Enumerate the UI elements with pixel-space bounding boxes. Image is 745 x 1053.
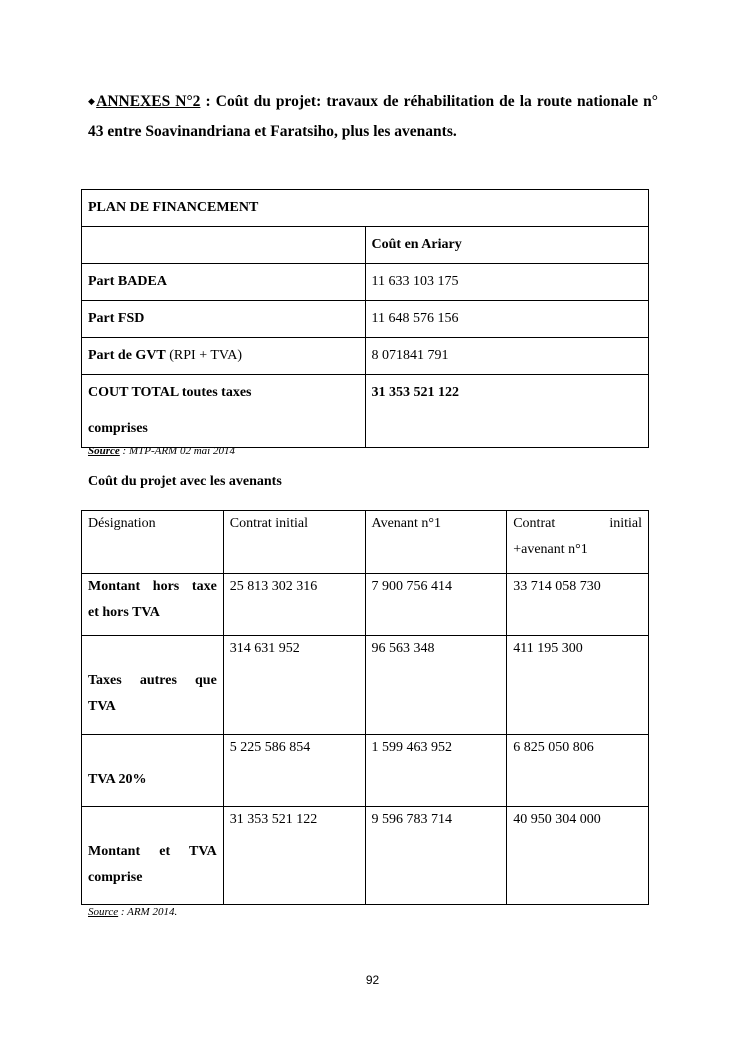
table-row [82, 190, 649, 227]
row-label [82, 636, 224, 735]
total-label: COUT TOTAL toutes taxes [88, 385, 252, 400]
table-cell: 96 563 348 [365, 636, 507, 735]
row-label-line: Montant hors taxe [88, 579, 217, 594]
table-cell: 33 714 058 730 [507, 574, 649, 636]
table-row [82, 735, 649, 807]
row-label-line: Taxes autres que [88, 673, 217, 688]
source-text: : MTP-ARM 02 mai 2014 [119, 445, 235, 457]
table-row [82, 264, 649, 301]
table-cell: 25 813 302 316 [223, 574, 365, 636]
table-cell: 7 900 756 414 [365, 574, 507, 636]
table-cell [82, 338, 366, 375]
column-header: Contrat initial [223, 511, 365, 574]
row-label-extra: (RPI + TVA) [165, 348, 242, 363]
total-label-cont: comprises [88, 421, 148, 436]
page-number: 92 [365, 973, 380, 987]
row-label-line: comprise [88, 870, 143, 885]
row-label-line: TVA 20% [88, 772, 147, 787]
column-header: Avenant n°1 [365, 511, 507, 574]
table-cell: 11 648 576 156 [365, 301, 648, 338]
table-cell: 314 631 952 [223, 636, 365, 735]
header-line: Contrat initial [513, 516, 642, 531]
row-label: Part FSD [88, 311, 145, 326]
table-row [82, 807, 649, 905]
source-note [88, 445, 235, 457]
table-cell: 11 633 103 175 [365, 264, 648, 301]
row-label-line: TVA [88, 699, 116, 714]
section-subheading: Coût du projet avec les avenants [88, 474, 282, 489]
row-label [82, 807, 224, 905]
header-line: +avenant n°1 [513, 542, 588, 557]
source-note [88, 906, 177, 918]
project-cost-table [81, 510, 649, 905]
table-row [82, 636, 649, 735]
table-cell: 31 353 521 122 [223, 807, 365, 905]
financing-plan-table [81, 189, 649, 448]
row-label: Part BADEA [88, 274, 167, 289]
column-header: Coût en Ariary [365, 227, 648, 264]
column-header [507, 511, 649, 574]
table-title: PLAN DE FINANCEMENT [82, 190, 649, 227]
table-cell [82, 375, 366, 448]
table-row [82, 375, 649, 448]
annex-label: ANNEXES N°2 [96, 93, 201, 110]
table-cell [82, 227, 366, 264]
annex-title: : Coût du projet: travaux de réhabilitation de la route nationale n° 43 entre Soavinandriana et Faratsiho, plus les avenants. [88, 93, 659, 140]
row-label [82, 735, 224, 807]
table-cell: 40 950 304 000 [507, 807, 649, 905]
table-row [82, 301, 649, 338]
table-cell: 6 825 050 806 [507, 735, 649, 807]
table-cell: 1 599 463 952 [365, 735, 507, 807]
table-cell [82, 264, 366, 301]
table-cell: 411 195 300 [507, 636, 649, 735]
row-label-line: Montant et TVA [88, 844, 217, 859]
source-label: Source [88, 445, 120, 457]
total-value: 31 353 521 122 [365, 375, 648, 448]
table-row [82, 574, 649, 636]
column-header: Désignation [82, 511, 224, 574]
source-label: Source [88, 906, 119, 918]
table-cell [82, 301, 366, 338]
row-label: Part de GVT [88, 348, 166, 363]
row-label [82, 574, 224, 636]
table-cell: 8 071841 791 [365, 338, 648, 375]
row-label-line: et hors TVA [88, 605, 160, 620]
table-row [82, 511, 649, 574]
table-row [82, 227, 649, 264]
table-row [82, 338, 649, 375]
diamond-bullet-icon: ◆ [88, 96, 97, 106]
table-cell: 5 225 586 854 [223, 735, 365, 807]
source-text: : ARM 2014. [118, 906, 178, 918]
annex-heading [88, 86, 658, 147]
table-cell: 9 596 783 714 [365, 807, 507, 905]
